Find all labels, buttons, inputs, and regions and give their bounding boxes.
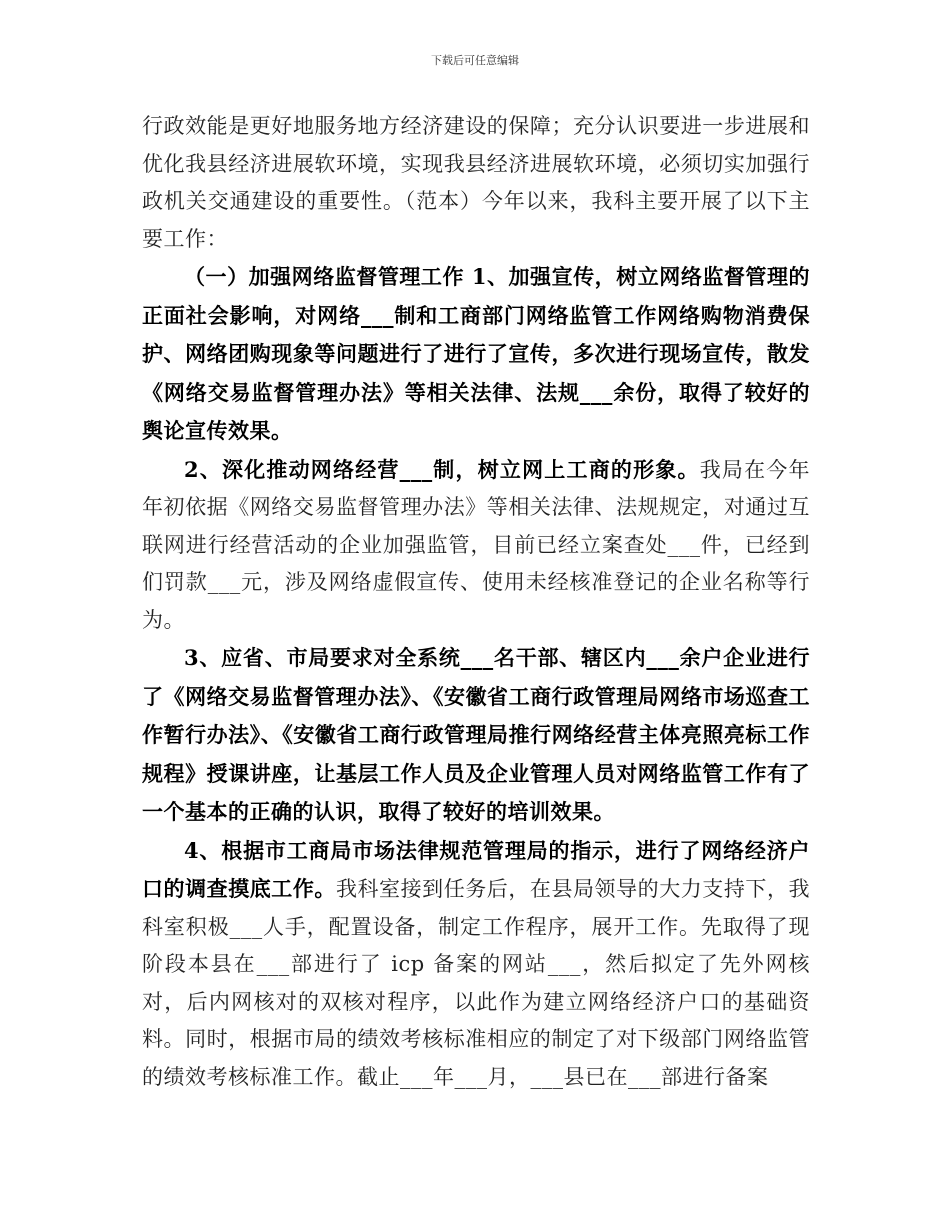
section-3-paragraph: [142, 639, 810, 832]
intro-paragraph: [142, 108, 810, 258]
section-1-paragraph: [142, 258, 810, 451]
section-3-heading: 3、应省、市局要求对全系统___名干部、辖区内___余户企业进行了《网络交易监督管理办法》、《安徽省工商行政管理局网络市场巡查工作暂行办法》、《安徽省工商行政管理局推行网络经营主体亮照亮标工作规程》授课讲座，让基层工作人员及企业管理人员对网络监管工作有了一个基本的正确的认识，取得了较好的培训效果。: [142, 645, 810, 824]
page-header: 下载后可任意编辑: [431, 54, 519, 67]
section-2-heading: 2、深化推动网络经营___制，树立网上工商的形象。: [184, 456, 700, 482]
section-4-heading: 4、根据市工商局市场法律规范管理局的指示，进行了网络经济户口的调查摸底工作。: [142, 837, 810, 901]
section-2-paragraph: [142, 451, 810, 640]
intro-text: 行政效能是更好地服务地方经济建设的保障；充分认识要进一步进展和优化我县经济进展软环境，实现我县经济进展软环境，必须切实加强行政机关交通建设的重要性。（范本）今年以来，我科主要开展了以下主要工作：: [142, 114, 810, 251]
section-1-heading: （一）加强网络监督管理工作 1、加强宣传，树立网络监督管理的正面社会影响，对网络___制和工商部门网络监管工作网络购物消费保护、网络团购现象等问题进行了进行了宣传，多次进行现场宣传，散发《网络交易监督管理办法》等相关法律、法规___余份，取得了较好的舆论宣传效果。: [142, 264, 810, 443]
section-4-paragraph: [142, 832, 810, 1097]
section-4-body: 我科室接到任务后，在县局领导的大力支持下，我科室积极___人手，配置设备，制定工作程序，展开工作。先取得了现阶段本县在___部进行了 icp 备案的网站___，然后拟定了先外网核对，后内网核对的双核对程序，以此作为建立网络经济户口的基础资料。同时，根据市局的绩效考核标准相应的制定了对下级部门网络监管的绩效考核标准工作。截止___年___月，___县已在___部进行备案: [142, 877, 811, 1089]
document-body: [142, 108, 810, 1096]
section-2-body: 我局在今年年初依据《网络交易监督管理办法》等相关法律、法规规定，对通过互联网进行经营活动的企业加强监管，目前已经立案查处___件，已经到们罚款___元，涉及网络虚假宣传、使用未经核准登记的企业名称等行为。: [142, 457, 810, 632]
